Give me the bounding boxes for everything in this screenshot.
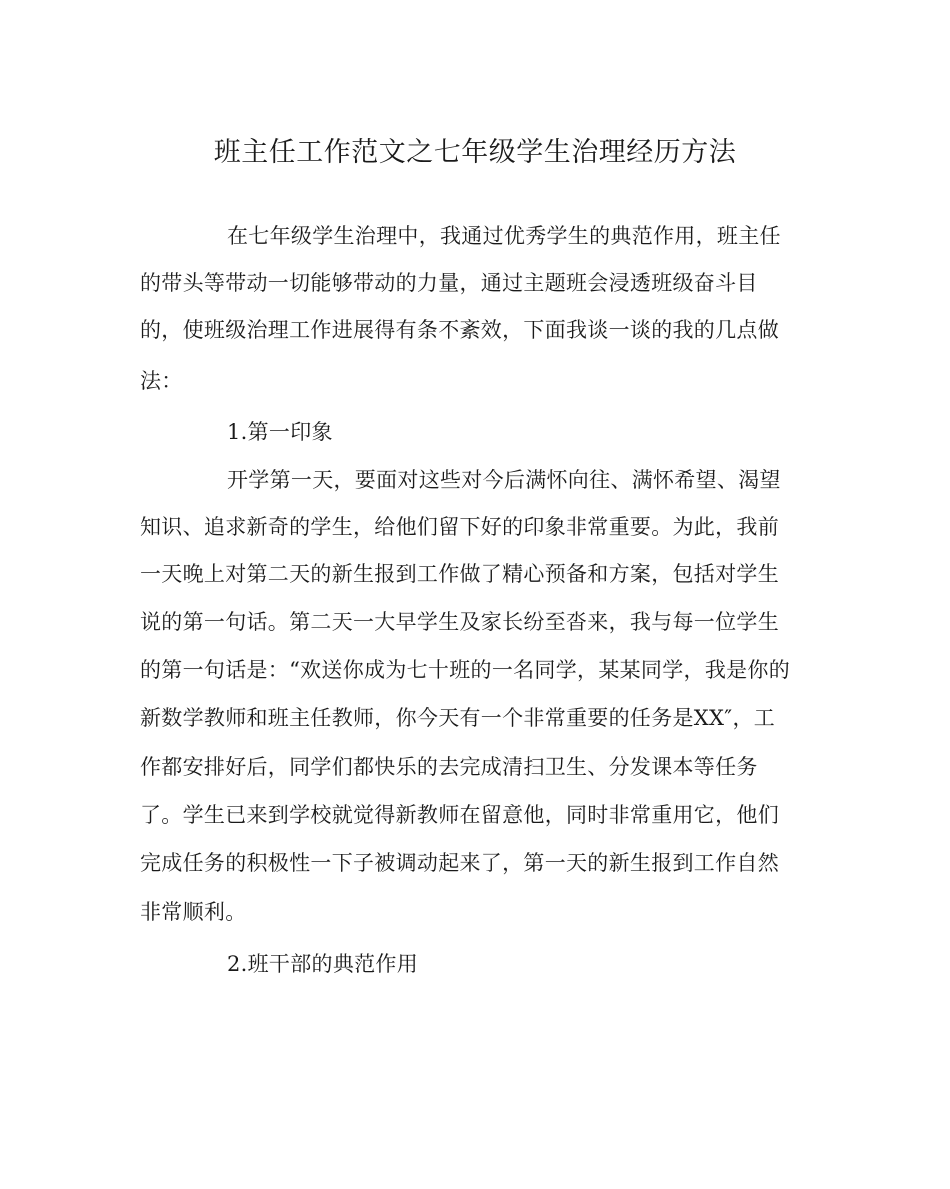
paragraph-line: 的带头等带动一切能够带动的力量，通过主题班会浸透班级奋斗目 (140, 271, 758, 295)
document-title: 班主任工作范文之七年级学生治理经历方法 (213, 137, 737, 168)
paragraph-line: 的，使班级治理工作进展得有条不紊效，下面我谈一谈的我的几点做 (140, 318, 779, 342)
paragraph-line: 了。学生已来到学校就觉得新教师在留意他，同时非常重用它，他们 (140, 803, 779, 827)
paragraph-line: 完成任务的积极性一下子被调动起来了，第一天的新生报到工作自然 (140, 851, 779, 875)
paragraph-line: 新数学教师和班主任教师，你今天有一个非常重要的任务是XX″，工 (140, 706, 776, 730)
paragraph-line: 开学第一天，要面对这些对今后满怀向往、满怀希望、渴望 (227, 468, 781, 492)
paragraph-line: 作都安排好后，同学们都快乐的去完成清扫卫生、分发课本等任务 (140, 755, 758, 779)
section-heading: 2.班干部的典范作用 (227, 952, 419, 976)
paragraph-line: 说的第一句话。第二天一大早学生及家长纷至沓来，我与每一位学生 (140, 610, 779, 634)
paragraph-line: 知识、追求新奇的学生，给他们留下好的印象非常重要。为此，我前 (140, 515, 779, 539)
paragraph-line: 一天晚上对第二天的新生报到工作做了精心预备和方案，包括对学生 (140, 562, 779, 586)
paragraph-line: 的第一句话是：“欢送你成为七十班的一名同学，某某同学，我是你的 (140, 658, 791, 682)
paragraph-line: 在七年级学生治理中，我通过优秀学生的典范作用，班主任 (227, 224, 781, 248)
paragraph-line: 非常顺利。 (140, 900, 247, 924)
section-heading: 1.第一印象 (227, 420, 333, 444)
paragraph-line: 法： (140, 369, 183, 393)
